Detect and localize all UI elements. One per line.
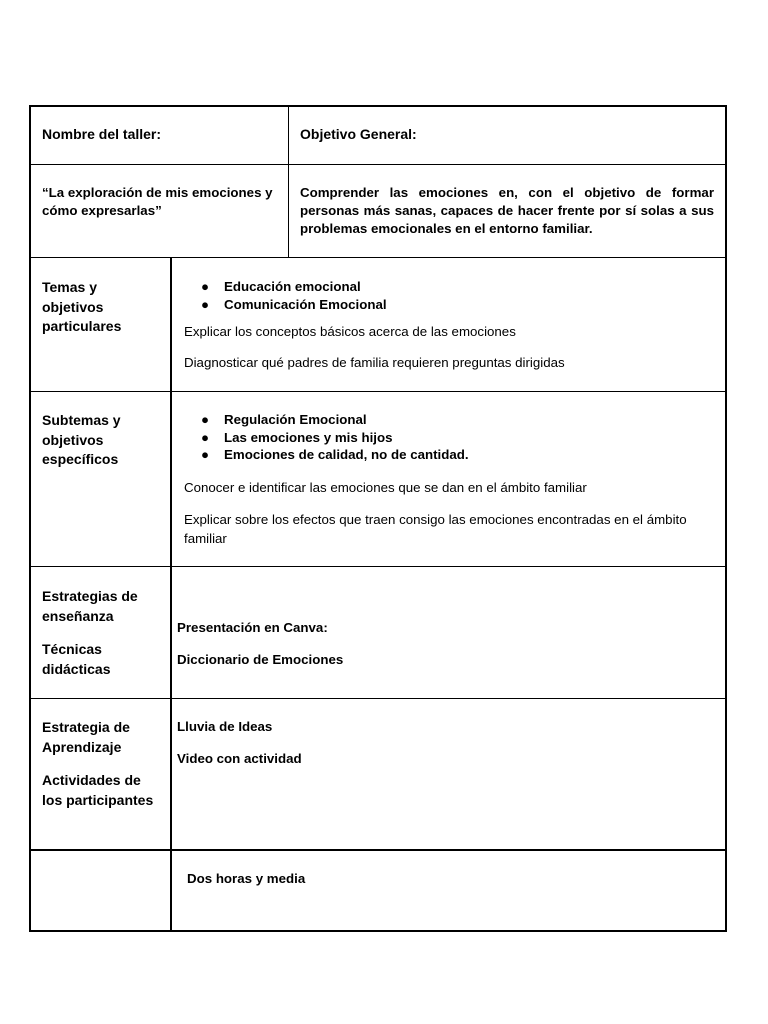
themes-label: Temas y objetivos particulares xyxy=(42,279,122,334)
row-divider-6 xyxy=(29,849,727,851)
teaching-strategies-label: Estrategias de enseñanza xyxy=(42,588,138,624)
row-divider-4 xyxy=(29,566,727,567)
table-border-bottom xyxy=(29,930,727,932)
bullet-icon: ● xyxy=(201,412,210,427)
row-divider-1 xyxy=(29,164,727,165)
activity-item-video: Video con actividad xyxy=(177,751,302,766)
list-item: ● Las emociones y mis hijos xyxy=(201,429,393,445)
list-item: ● Emociones de calidad, no de cantidad. xyxy=(201,447,469,462)
learning-strategy-label: Estrategia de Aprendizaje xyxy=(42,719,130,755)
list-item: ● Regulación Emocional xyxy=(201,412,367,427)
list-item: ● Educación emocional xyxy=(201,279,361,294)
themes-objective-2: Diagnosticar qué padres de familia requieren preguntas dirigidas xyxy=(184,355,565,370)
workshop-name-label: Nombre del taller: xyxy=(42,126,162,142)
bullet-icon: ● xyxy=(201,447,210,462)
workshop-name: “La exploración de mis emociones y cómo expresarlas” xyxy=(42,185,273,218)
row-divider-3 xyxy=(29,391,727,392)
table-border-right xyxy=(725,105,727,932)
participant-activities-label: Actividades de los participantes xyxy=(42,772,154,808)
row-divider-5 xyxy=(29,698,727,699)
subthemes-label: Subtemas y objetivos específicos xyxy=(42,412,121,467)
column-divider-top xyxy=(288,105,289,257)
subthemes-objective-2: Explicar sobre los efectos que traen consigo las emociones encontradas en el ámbito familiar xyxy=(184,512,687,546)
didactic-techniques-label: Técnicas didácticas xyxy=(42,641,111,677)
column-divider-bottom xyxy=(170,257,172,932)
general-objective: Comprender las emociones en, con el objetivo de formar personas más sanas, capaces de hacer frente por sí solas a sus problemas emocionales en el entorno familiar. xyxy=(300,185,714,236)
table-border-left xyxy=(29,105,31,932)
subthemes-objective-1: Conocer e identificar las emociones que se dan en el ámbito familiar xyxy=(184,480,587,495)
themes-objective-1: Explicar los conceptos básicos acerca de las emociones xyxy=(184,324,516,339)
table-border-top xyxy=(29,105,727,107)
duration-value: Dos horas y media xyxy=(187,871,306,886)
strategy-item-dictionary: Diccionario de Emociones xyxy=(177,652,344,667)
subthemes-bullet-list xyxy=(184,411,469,464)
themes-bullet-list xyxy=(184,278,387,313)
general-objective-label: Objetivo General: xyxy=(300,126,417,142)
bullet-icon: ● xyxy=(201,296,210,312)
list-item: ● Comunicación Emocional xyxy=(201,296,387,312)
strategy-item-canva: Presentación en Canva: xyxy=(177,620,328,635)
activity-item-brainstorm: Lluvia de Ideas xyxy=(177,719,273,734)
bullet-icon: ● xyxy=(201,429,210,445)
bullet-icon: ● xyxy=(201,279,210,294)
row-divider-2 xyxy=(29,257,727,258)
